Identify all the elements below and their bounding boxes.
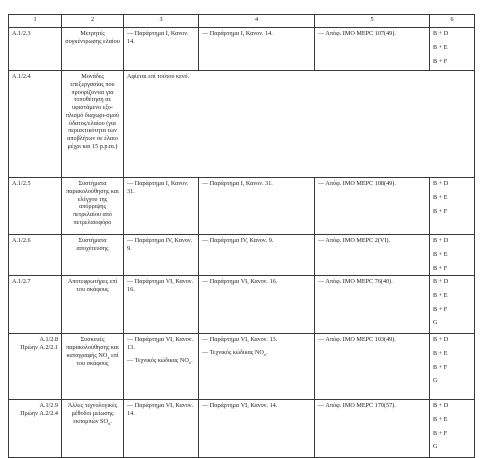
module-entry: B + E: [433, 193, 448, 201]
column-header: 6: [430, 15, 475, 28]
modules-cell: [430, 178, 475, 235]
testing-standard: — Απόφ. IMO MEPC 103(49).: [315, 334, 430, 400]
module-entry: G: [433, 443, 438, 451]
equipment-name: Αποτεφρωτήρες επί του σκάφους: [62, 276, 124, 334]
column-header: 5: [315, 15, 430, 28]
regulation-ref: — Παράρτημα I, Κανον. 31.: [199, 178, 315, 235]
module-entry: B + D: [433, 278, 449, 285]
column-header: 4: [199, 15, 315, 28]
table-row: [9, 28, 475, 71]
testing-standard: — Απόφ. IMO MEPC 107(49).: [315, 28, 430, 71]
column-header: 2: [62, 15, 124, 28]
module-entry: B + D: [433, 30, 449, 37]
item-number: A.1/2.5: [9, 178, 62, 235]
module-entry: G: [433, 377, 438, 385]
item-number: A.1/2.8 Πρώην A.2/2.1: [9, 334, 62, 400]
regulation-ref: — Παράρτημα VI, Κανον. 14.: [124, 400, 199, 458]
module-entry: B + F: [433, 363, 448, 371]
column-header: 1: [9, 15, 62, 28]
module-entry: B + D: [433, 336, 449, 343]
equipment-name: Άλλες τεχνολογικές μέθοδοι μείωσης εκπομπών $SO_x$.: [62, 400, 124, 458]
column-header: 3: [124, 15, 199, 28]
modules-cell: [430, 334, 475, 400]
testing-standard: — Απόφ. IMO MEPC 170(57).: [315, 400, 430, 458]
testing-standard: — Απόφ. IMO MEPC 76(40).: [315, 276, 430, 334]
header-row: [9, 15, 475, 28]
table-row: [9, 334, 475, 400]
regulation-ref: — Παράρτημα I, Κανον. 14.: [124, 28, 199, 71]
equipment-name: Συσκευές παρακολούθησης και καταγραφής $NO_x$ επί του σκάφους: [62, 334, 124, 400]
regulation-ref: — Παράρτημα IV, Κανον. 9.: [199, 235, 315, 276]
modules-cell: [430, 276, 475, 334]
module-entry: B + F: [433, 207, 448, 215]
equipment-name: Μετρητές συγκέντρωσης ελαίου: [62, 28, 124, 71]
table-row: [9, 178, 475, 235]
regulation-ref: — Παράρτημα VI, Κανον. 13. — Τεχνικός κώδικας $NO_x$.: [124, 334, 199, 400]
modules-cell: [430, 400, 475, 458]
former-number: Πρώην A.2/2.1: [20, 343, 58, 351]
item-number: A.1/2.9 Πρώην A.2/2.4: [9, 400, 62, 458]
item-number: A.1/2.6: [9, 235, 62, 276]
former-number: Πρώην A.2/2.4: [20, 409, 58, 417]
module-entry: B + D: [433, 237, 449, 244]
module-entry: B + F: [433, 264, 448, 272]
table-row: [9, 235, 475, 276]
equipment-table: [8, 14, 475, 458]
regulation-ref: — Παράρτημα VI, Κανον. 14.: [199, 400, 315, 458]
item-number: A.1/2.7: [9, 276, 62, 334]
module-entry: B + F: [433, 305, 448, 313]
equipment-name: Μονάδες επεξεργασίας που προορίζονται για τοποθέτηση σε υφιστάμενο εξο-πλισμό διαχωρι-σμού ύδατος/ελαίου (για περιεκτικότητα των αποβλήτων σε έλαιο μέχρι και 15 p.p.m.): [62, 71, 124, 178]
module-entry: B + F: [433, 429, 448, 437]
module-entry: B + D: [433, 402, 449, 409]
module-entry: B + E: [433, 250, 448, 258]
testing-standard: — Απόφ. IMO MEPC 2(VI).: [315, 235, 430, 276]
module-entry: G: [433, 319, 438, 327]
regulation-ref: — Παράρτημα VI, Κανον. 16.: [124, 276, 199, 334]
regulation-ref: — Παράρτημα VI, Κανον. 13. — Τεχνικός κώδικας $NO_x$.: [199, 334, 315, 400]
modules-cell: [430, 28, 475, 71]
equipment-name: Συστήματα αποχέτευσης: [62, 235, 124, 276]
regulation-ref: — Παράρτημα IV, Κανον. 9.: [124, 235, 199, 276]
item-number: A.1/2.3: [9, 28, 62, 71]
testing-standard: — Απόφ. IMO MEPC 108(49).: [315, 178, 430, 235]
item-number: A.1/2.4: [9, 71, 62, 178]
module-entry: B + D: [433, 180, 449, 187]
module-entry: B + E: [433, 291, 448, 299]
table-row: [9, 276, 475, 334]
regulation-ref: — Παράρτημα I, Κανον. 31.: [124, 178, 199, 235]
table-row: [9, 71, 475, 178]
regulation-ref: — Παράρτημα VI, Κανον. 16.: [199, 276, 315, 334]
equipment-name: Συστήματα παρακολούθησης και ελέγχου της απόρριψης πετρελαίου από πετρελαιοφόρο: [62, 178, 124, 235]
module-entry: B + F: [433, 57, 448, 65]
modules-cell: [430, 235, 475, 276]
regulation-ref: — Παράρτημα I, Κανον. 14.: [199, 28, 315, 71]
module-entry: B + E: [433, 43, 448, 51]
reserved-note: Αφίεται επί τούτου κενό.: [124, 71, 475, 178]
module-entry: B + E: [433, 349, 448, 357]
table-row: [9, 400, 475, 458]
module-entry: B + E: [433, 415, 448, 423]
